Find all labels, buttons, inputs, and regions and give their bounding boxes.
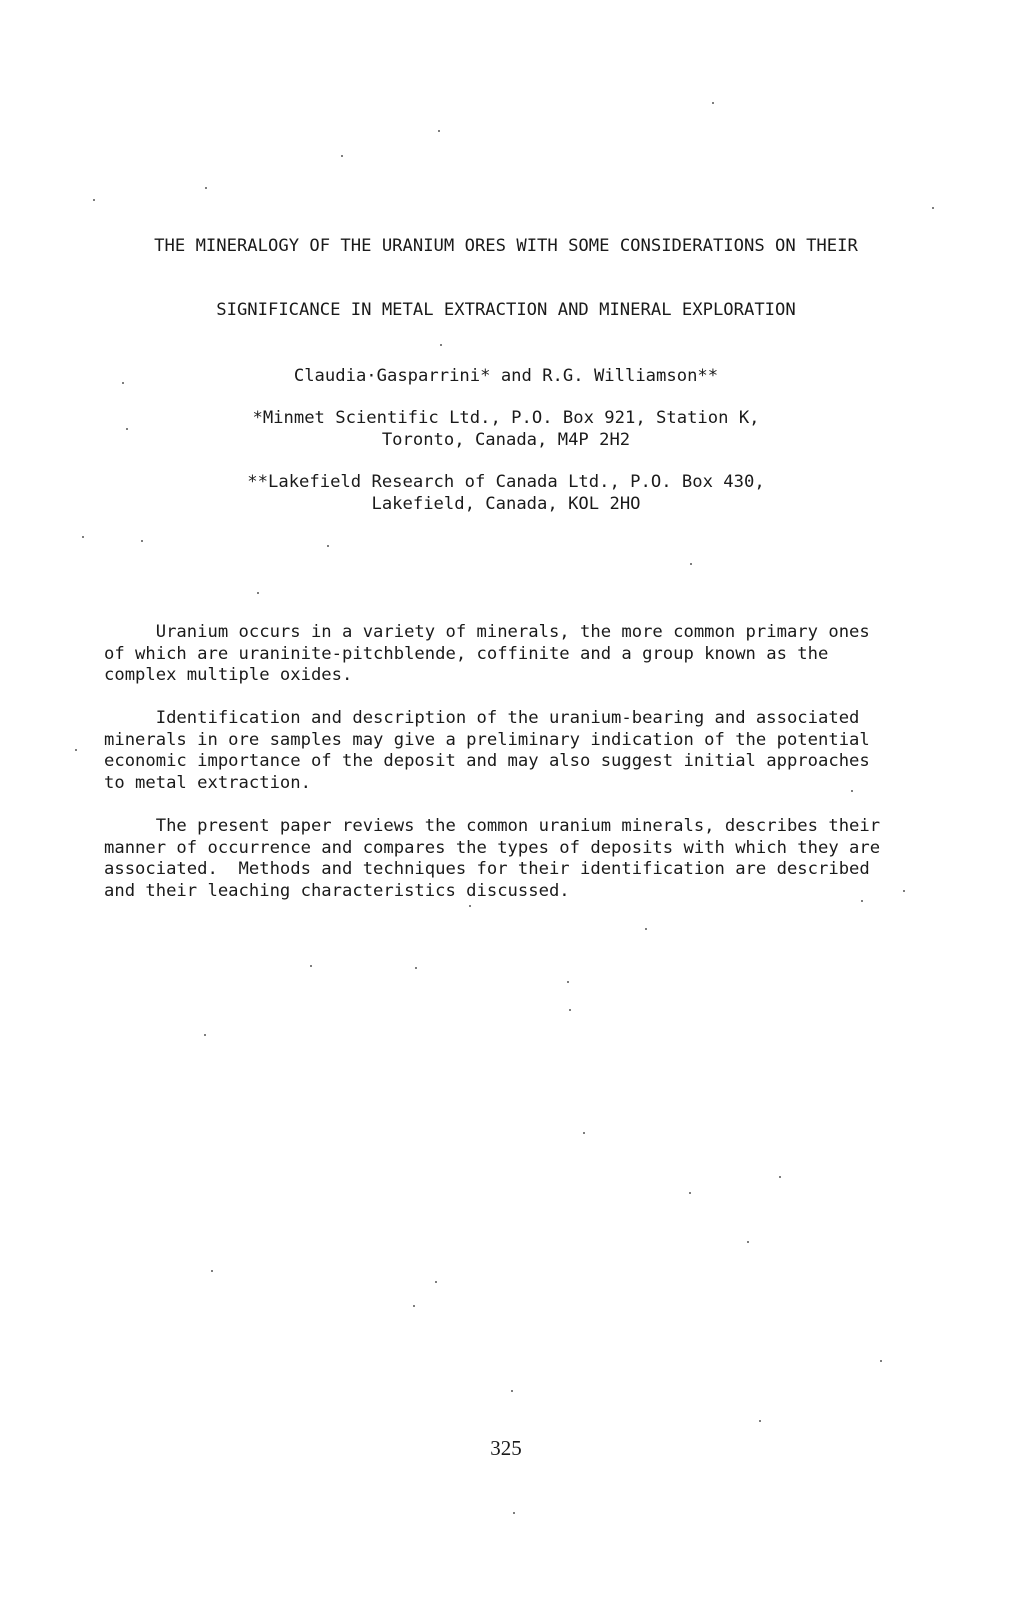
scan-speck: [712, 102, 714, 104]
abstract-line: The present paper reviews the common uranium minerals, describes their: [104, 816, 881, 836]
scan-speck: [567, 981, 569, 983]
scan-speck: [413, 1305, 415, 1307]
scan-speck: [435, 1281, 437, 1283]
abstract-line: manner of occurrence and compares the types of deposits with which they are: [104, 837, 881, 858]
scan-speck: [415, 967, 417, 969]
scan-speck: [126, 428, 128, 430]
scan-speck: [122, 382, 124, 384]
affiliation-1: [0, 408, 1012, 451]
abstract-line: Uranium occurs in a variety of minerals, the more common primary ones: [104, 622, 870, 642]
scan-speck: [257, 592, 259, 594]
abstract-line: and their leaching characteristics discussed.: [104, 880, 570, 901]
paper-title-line-2: SIGNIFICANCE IN METAL EXTRACTION AND MINERAL EXPLORATION: [216, 300, 796, 320]
affiliation-2-line-1: **Lakefield Research of Canada Ltd., P.O. Box 430,: [247, 472, 765, 492]
scan-speck: [880, 1360, 882, 1362]
abstract-paragraph-3: [104, 816, 904, 902]
scan-speck: [932, 207, 934, 209]
scan-speck: [141, 540, 143, 542]
abstract-paragraph-1: [104, 622, 904, 687]
abstract-line: associated. Methods and techniques for their identification are described: [104, 859, 870, 879]
scan-speck: [341, 155, 343, 157]
scan-speck: [438, 130, 440, 132]
abstract-line: to metal extraction.: [104, 772, 311, 793]
scan-speck: [511, 1390, 513, 1392]
abstract-line: of which are uraninite-pitchblende, coffinite and a group known as the: [104, 643, 829, 664]
scan-speck: [569, 1009, 571, 1011]
scan-speck: [645, 928, 647, 930]
affiliation-1-line-1: *Minmet Scientific Ltd., P.O. Box 921, Station K,: [252, 408, 760, 428]
scan-speck: [851, 790, 853, 792]
scan-speck: [779, 1176, 781, 1178]
abstract-line: complex multiple oxides.: [104, 665, 353, 685]
scan-speck: [82, 536, 84, 538]
abstract-paragraph-2: [104, 708, 904, 794]
paper-title-line-1: THE MINERALOGY OF THE URANIUM ORES WITH SOME CONSIDERATIONS ON THEIR: [154, 236, 858, 256]
scan-speck: [75, 749, 77, 751]
scan-speck: [903, 890, 905, 892]
scan-speck: [93, 199, 95, 201]
authors: Claudia·Gasparrini* and R.G. Williamson**: [293, 366, 719, 386]
abstract-line: economic importance of the deposit and may also suggest initial approaches: [104, 751, 870, 771]
scan-speck: [861, 900, 863, 902]
scan-speck: [440, 344, 442, 346]
affiliation-2-line-2: Lakefield, Canada, KOL 2HO: [371, 493, 641, 514]
scan-speck: [327, 545, 329, 547]
scan-speck: [583, 1132, 585, 1134]
page-number: 325: [490, 1436, 522, 1460]
scan-speck: [690, 563, 692, 565]
scan-speck: [689, 1192, 691, 1194]
scan-speck: [759, 1420, 761, 1422]
scan-speck: [469, 905, 471, 907]
abstract-line: minerals in ore samples may give a preliminary indication of the potential: [104, 729, 870, 750]
affiliation-2: [0, 472, 1012, 515]
scan-speck: [310, 965, 312, 967]
scan-speck: [211, 1270, 213, 1272]
abstract-line: Identification and description of the uranium-bearing and associated: [104, 708, 860, 728]
scan-speck: [204, 1034, 206, 1036]
affiliation-1-line-2: Toronto, Canada, M4P 2H2: [381, 429, 631, 450]
scan-speck: [513, 1512, 515, 1514]
scan-speck: [205, 187, 207, 189]
scan-speck: [747, 1241, 749, 1243]
